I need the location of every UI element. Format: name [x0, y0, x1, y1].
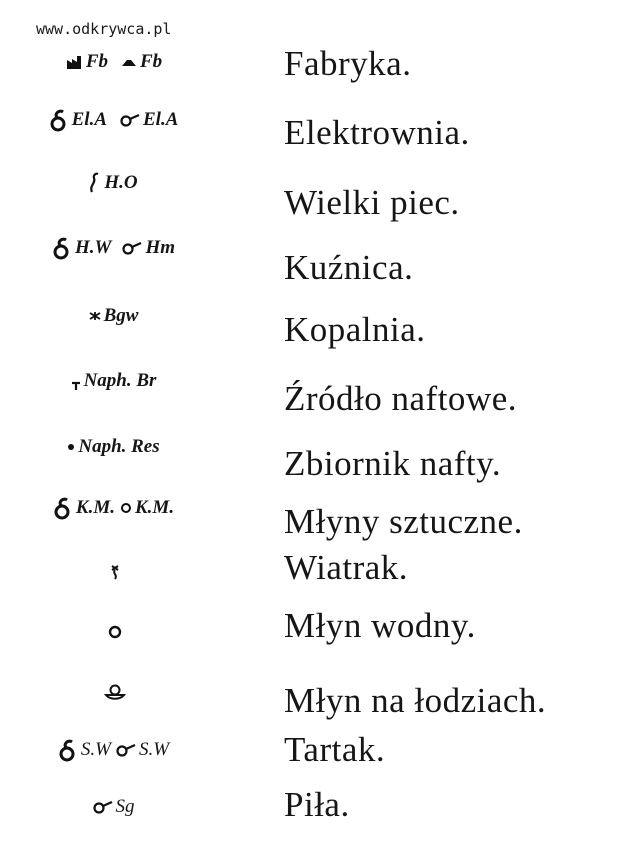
legend-symbol [0, 296, 230, 336]
mill-circle-icon [120, 502, 132, 514]
water-mill-icon [120, 113, 140, 127]
boat-mill-icon [104, 683, 126, 701]
legend-label: Tartak. [284, 730, 386, 769]
wheel-gear-icon [53, 495, 73, 521]
abbr-primary: H.W [75, 237, 112, 258]
water-mill-icon [116, 743, 136, 757]
legend-symbol [0, 488, 230, 528]
abbr-primary: K.M. [75, 497, 115, 518]
legend-row-water-mill [0, 606, 640, 670]
legend-symbol [0, 427, 230, 467]
legend-row-artificial-mills [0, 488, 640, 548]
legend-row-factory [0, 38, 640, 98]
watermark: www.odkrywca.pl [36, 20, 172, 38]
legend-symbol [0, 787, 230, 827]
legend-label: Elektrownia. [284, 113, 470, 152]
legend-label: Wiatrak. [284, 548, 409, 587]
legend-row-forge [0, 228, 640, 288]
legend-label: Młyn wodny. [284, 606, 476, 645]
legend-label: Wielki piec. [284, 183, 460, 222]
legend-symbol [0, 672, 230, 712]
abbr-primary: Bgw [103, 305, 139, 326]
mine-icon [89, 311, 101, 321]
windmill-icon [109, 563, 121, 581]
abbr-primary: H.O [104, 172, 138, 193]
legend-row-oil-tank [0, 427, 640, 487]
legend-symbol [0, 100, 230, 140]
legend-label: Zbiornik nafty. [284, 444, 502, 483]
legend-symbol [0, 552, 230, 592]
legend-symbol [0, 361, 230, 401]
legend-symbol [0, 730, 230, 770]
legend-row-mine [0, 296, 640, 356]
abbr-primary: Fb [85, 51, 108, 72]
mill-circle-icon [107, 624, 123, 640]
legend-label: Młyny sztuczne. [284, 502, 523, 541]
wheel-gear-icon [49, 107, 69, 133]
legend-label: Źródło naftowe. [284, 379, 517, 418]
legend-row-boat-mill [0, 672, 640, 732]
abbr-secondary: El.A [143, 109, 179, 130]
factory-icon [65, 54, 83, 70]
abbr-primary: Naph. Br [83, 370, 157, 391]
legend-label: Fabryka. [284, 44, 412, 83]
abbr-secondary: Hm [145, 237, 175, 258]
legend-row-power-plant [0, 100, 640, 160]
abbr-primary: S.W [80, 739, 111, 760]
legend-label: Kopalnia. [284, 310, 426, 349]
abbr-secondary: S.W [139, 739, 170, 760]
legend-row-blast-furnace [0, 163, 640, 223]
oil-tank-icon [67, 443, 75, 451]
wheel-gear-icon [58, 737, 78, 763]
abbr-primary: Naph. Res [78, 436, 160, 457]
legend-label: Piła. [284, 785, 350, 824]
legend-row-saw [0, 785, 640, 845]
water-mill-icon [93, 800, 113, 814]
legend-symbol [0, 612, 230, 652]
legend-label: Kuźnica. [284, 248, 414, 287]
abbr-secondary: Fb [140, 51, 163, 72]
legend-symbol [0, 228, 230, 268]
legend-symbol [0, 163, 230, 203]
oil-spring-icon [71, 371, 81, 391]
wheel-gear-icon [52, 235, 72, 261]
abbr-secondary: K.M. [135, 497, 175, 518]
legend-symbol [0, 42, 230, 82]
legend-row-windmill [0, 548, 640, 608]
abbr-primary: El.A [71, 109, 107, 130]
hammer-icon [121, 56, 137, 68]
legend-row-sawmill [0, 730, 640, 790]
abbr-primary: Sg [115, 796, 135, 817]
water-mill-icon [122, 241, 142, 255]
legend-label: Młyn na łodziach. [284, 681, 547, 720]
blast-furnace-icon [89, 172, 101, 194]
legend-row-oil-spring [0, 361, 640, 421]
